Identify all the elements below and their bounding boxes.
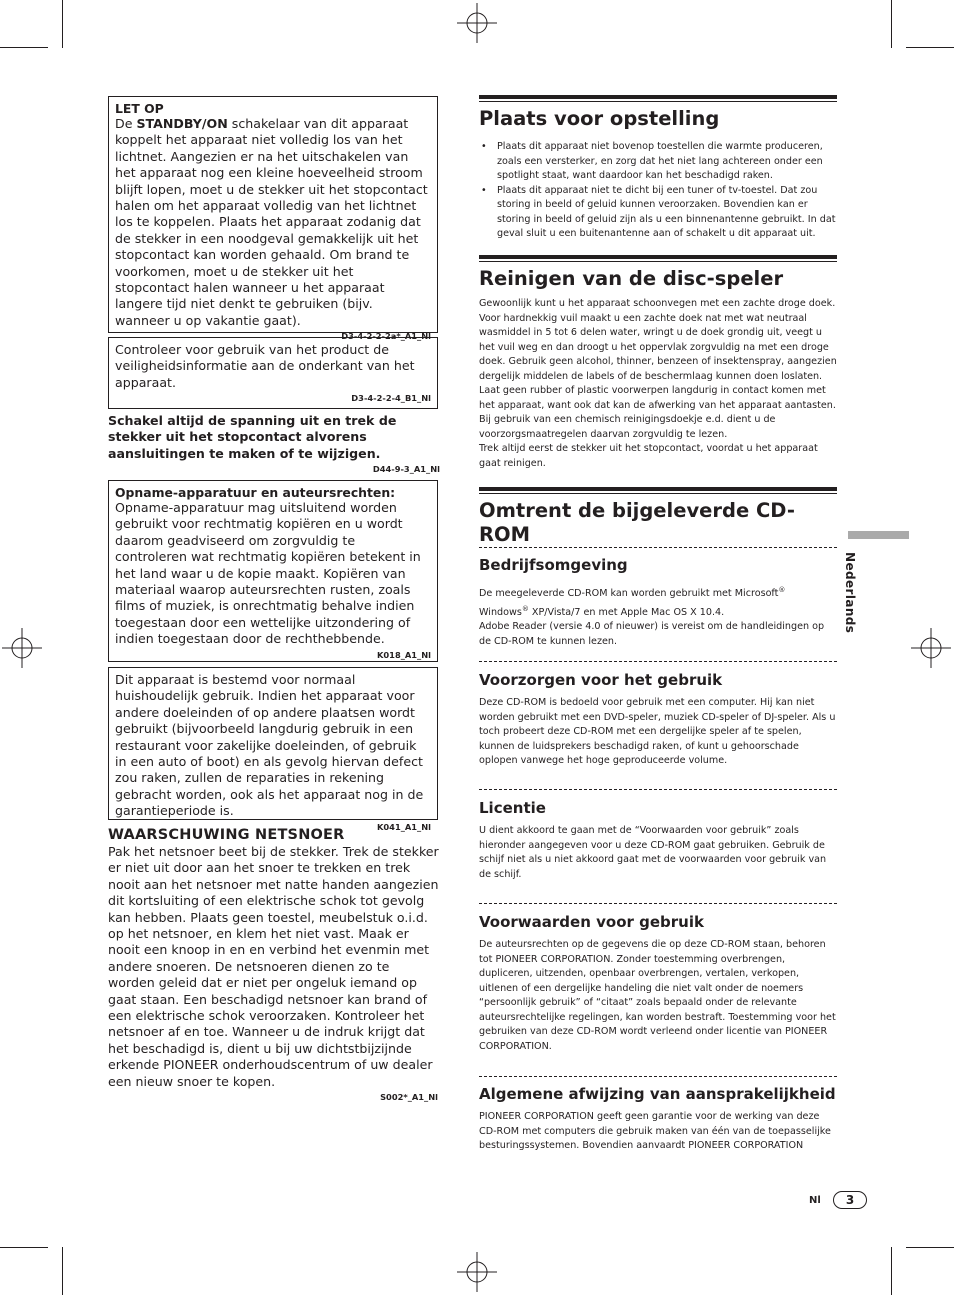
caution-box	[108, 96, 438, 342]
section-cleaning	[479, 255, 837, 471]
warning-text: Pak het netsnoer beet bij de stekker. Trek de stekker er niet uit door aan het snoer te trekken en trek nooit aan het netsnoer met natte handen aangezien dit kortsluiting of een elektrische schok tot gevolg kan hebben. Plaats geen toestel, meubelstuk o.i.d. op het netsnoer, en klem het niet vast. Maak er nooit een knoop in en en verbind het evenmin met andere snoeren. De netsnoeren dienen zo te worden geleid dat er niet per ongeluk iemand op gaat staan. Een beschadigd netsnoer kan brand of een elektrische schok veroorzaken. Kontroleer het netsnoer af en toe. Wanneer u de indruk krijgt dat het beschadigd is, dient u bij uw dichtstbijzijnde erkende PIONEER onderhoudscentrum of uw dealer een nieuw snoer te kopen.	[108, 844, 439, 1089]
crop-mark	[906, 1247, 954, 1248]
reference-code: D3-4-2-2-2a*_A1_Nl	[341, 331, 431, 342]
disclaimer-text: PIONEER CORPORATION geeft geen garantie voor de werking van deze CD-ROM met computers die gebruik maken van één van de toepasselijke besturingssystemen. Bovendien aanvaardt PIONEER CORPORATION	[479, 1111, 831, 1151]
dashed-divider	[479, 661, 837, 662]
section-placement	[479, 95, 837, 242]
standby-label: STANDBY/ON	[136, 116, 228, 131]
copyright-box	[108, 480, 438, 662]
environment-text-part: XP/Vista/7 en met Apple Mac OS X 10.4.	[528, 606, 725, 618]
crop-mark	[0, 1247, 48, 1248]
subsection-title: Voorwaarden voor gebruik	[479, 913, 704, 931]
power-notice-text: Schakel altijd de spanning uit en trek de stekker uit het stopcontact alvorens aansluitingen te maken of te wijzigen.	[108, 413, 397, 461]
dashed-divider	[479, 903, 837, 904]
crop-mark	[62, 0, 63, 48]
section-rule	[479, 493, 837, 494]
section-rule	[479, 101, 837, 102]
reference-code: D44-9-3_A1_Nl	[372, 464, 440, 475]
subsection-disclaimer	[479, 1076, 837, 1154]
copyright-title: Opname-apparatuur en auteursrechten:	[115, 485, 396, 500]
section-title: Omtrent de bijgeleverde CD-ROM	[479, 499, 795, 546]
copyright-text: Opname-apparatuur mag uitsluitend worden gebruikt voor rechtmatig kopiëren en u wordt daarom geadviseerd om zorgvuldig te controleren wat rechtmatig kopiëren betekent in het land waar u de kopie maakt. Kopiëren van materiaal waarop auteursrechten rusten, zoals films of muziek, is onrechtmatig behalve indien toegestaan door een wettelijke uitzondering of indien toegestaan door de rechthebbende.	[115, 500, 421, 647]
section-cdrom	[479, 487, 837, 547]
environment-text-2: Adobe Reader (versie 4.0 of nieuwer) is vereist om de handleidingen op de CD-ROM te kunnen lezen.	[479, 621, 825, 647]
household-use-text: Dit apparaat is bestemd voor normaal huishoudelijk gebruik. Indien het apparaat voor andere doeleinden of op andere plaatsen wordt gebruikt (bijvoorbeeld langdurig gebruik in een restaurant voor zakelijke doeleinden, of gebruik in een auto of boot) en als gevolg hiervan defect zou raken, zullen de reparaties in rekening gebracht worden, ook als het apparaat nog in de garantieperiode is.	[115, 672, 424, 819]
subsection-title: Bedrijfsomgeving	[479, 556, 628, 574]
power-notice	[108, 413, 440, 475]
page-number: 3	[833, 1191, 867, 1209]
bullet-list	[479, 140, 837, 242]
warning-title: WAARSCHUWING NETSNOER	[108, 827, 345, 843]
subsection-precautions	[479, 661, 837, 769]
subsection-license	[479, 789, 837, 882]
registered-mark: ®	[521, 604, 529, 613]
registration-mark-icon	[2, 628, 42, 668]
section-rule	[479, 487, 837, 491]
household-use-box	[108, 667, 438, 832]
dashed-divider	[479, 789, 837, 790]
reference-code: S002*_A1_Nl	[380, 1092, 438, 1103]
registration-mark-icon	[457, 3, 497, 43]
footer-language: Nl	[809, 1195, 821, 1206]
crop-mark	[891, 0, 892, 48]
crop-mark	[891, 1247, 892, 1295]
subsection-environment	[479, 547, 837, 649]
section-title: Plaats voor opstelling	[479, 107, 720, 130]
terms-text: De auteursrechten op de gegevens die op deze CD-ROM staan, behoren tot PIONEER CORPORATION. Zonder toestemming overbrengen, dupliceren, uitzenden, openbaar overbrengen, vertalen, verkopen, uitlenen of een dergelijke handeling die niet valt onder de noemers “persoonlijk gebruik” of “citaat” zoals bepaald onder de relevante auteursrechtelijke regelingen, kan worden bestraft. Toestemming voor het gebruiken van deze CD-ROM wordt verleend onder licentie van PIONEER CORPORATION.	[479, 939, 836, 1052]
subsection-title: Algemene afwijzing van aansprakelijkheid	[479, 1085, 836, 1103]
reference-code: K041_A1_Nl	[376, 821, 431, 832]
precautions-text: Deze CD-ROM is bedoeld voor gebruik met een computer. Hij kan niet worden gebruikt met een DVD-speler, muziek CD-speler of DJ-speler. Als u toch probeert deze CD-ROM met een dergelijke speler af te spelen, kunnen de luidsprekers beschadigd raken, of kunt u gehoorschade oplopen vanwege het hoge geproduceerde volume.	[479, 697, 836, 766]
list-item: • Plaats dit apparaat niet bovenop toestellen die warmte produceren, zoals een versterker, en zorg dat het niet lang achtereen onder een spotlight staat, want daardoor kan het beschadigd raken.	[479, 140, 837, 184]
caution-title: LET OP	[115, 101, 164, 116]
registered-mark: ®	[778, 586, 786, 594]
registration-mark-icon	[911, 628, 951, 668]
dashed-divider	[479, 547, 837, 548]
crop-mark	[906, 47, 954, 48]
dashed-divider	[479, 1076, 837, 1077]
language-tab-bar	[848, 531, 909, 539]
environment-text-part: De meegeleverde CD-ROM kan worden gebruikt met Microsoft	[479, 588, 779, 600]
section-rule	[479, 95, 837, 99]
cleaning-text: Gewoonlijk kunt u het apparaat schoonvegen met een zachte droge doek. Voor hardnekkig vuil maakt u een zachte doek nat met wat neutraal wasmiddel in 5 tot 6 delen water, wringt u de doek grondig uit, veegt u het vuil weg en dan droogt u het oppervlak zorgvuldig na met een droge doek. Gebruik geen alcohol, thinner, benzeen of insektenspray, aangezien dergelijk middelen de labels of de beschermlaag kunnen doen loslaten. Laat geen rubber of plastic voorwerpen langdurig in contact komen met het apparaat, want ook dat kan de afwerking van het apparaat aantasten. Bij gebruik van een chemisch reinigingsdoekje e.d. dient u de voorzorgsmaatregelen daarvan zorgvuldig te lezen.	[479, 298, 837, 440]
registration-mark-icon	[457, 1252, 497, 1292]
cleaning-text-2: Trek altijd eerst de stekker uit het stopcontact, voordat u het apparaat gaat reinigen.	[479, 443, 818, 469]
license-text: U dient akkoord te gaan met de “Voorwaarden voor gebruik” zoals hieronder aangegeven voor u deze CD-ROM gaat gebruiken. Gebruik de schijf niet als u niet akkoord gaat met de voorwaarden voor gebruik van de schijf.	[479, 825, 827, 880]
subsection-title: Licentie	[479, 799, 546, 817]
environment-text-part: Windows	[479, 606, 522, 618]
caution-text-part: De	[115, 116, 137, 131]
reference-code: D3-4-2-2-4_B1_Nl	[351, 393, 431, 404]
crop-mark	[62, 1247, 63, 1295]
list-item: • Plaats dit apparaat niet te dicht bij een tuner of tv-toestel. Dat zou storing in beeld of geluid kunnen veroorzaken. Bovendien kan er storing in beeld of geluid zijn als u een binnenantenne gebruikt. In dat geval sluit u een buitenantenne aan of schakelt u dit apparaat uit.	[479, 184, 837, 242]
safety-info-box	[108, 337, 438, 409]
reference-code: K018_A1_Nl	[376, 649, 431, 660]
safety-info-text: Controleer voor gebruik van het product de veiligheidsinformatie aan de onderkant van het apparaat.	[115, 342, 415, 390]
power-cord-warning	[108, 826, 440, 1103]
subsection-title: Voorzorgen voor het gebruik	[479, 671, 723, 689]
language-tab-label: Nederlands	[843, 552, 857, 634]
section-rule	[479, 255, 837, 259]
environment-text	[479, 583, 837, 620]
crop-mark	[0, 47, 48, 48]
section-title: Reinigen van de disc-speler	[479, 267, 784, 290]
caution-text-part: schakelaar van dit apparaat koppelt het apparaat niet volledig los van het lichtnet. Aangezien er na het uitschakelen van het apparaat nog een kleine hoeveelheid stroom blijft lopen, moet u de stekker uit het stopcontact halen om het apparaat volledig van het lichtnet los te koppelen. Plaats het apparaat zodanig dat de stekker in een noodgeval gemakkelijk uit het stopcontact kan worden gehaald. Om brand te voorkomen, moet u de stekker uit het stopcontact halen wanneer u het apparaat langere tijd niet denkt te gebruiken (bijv. wanneer u op vakantie gaat).	[115, 116, 428, 328]
caution-text	[115, 116, 431, 329]
section-rule	[479, 261, 837, 262]
subsection-terms	[479, 903, 837, 1054]
